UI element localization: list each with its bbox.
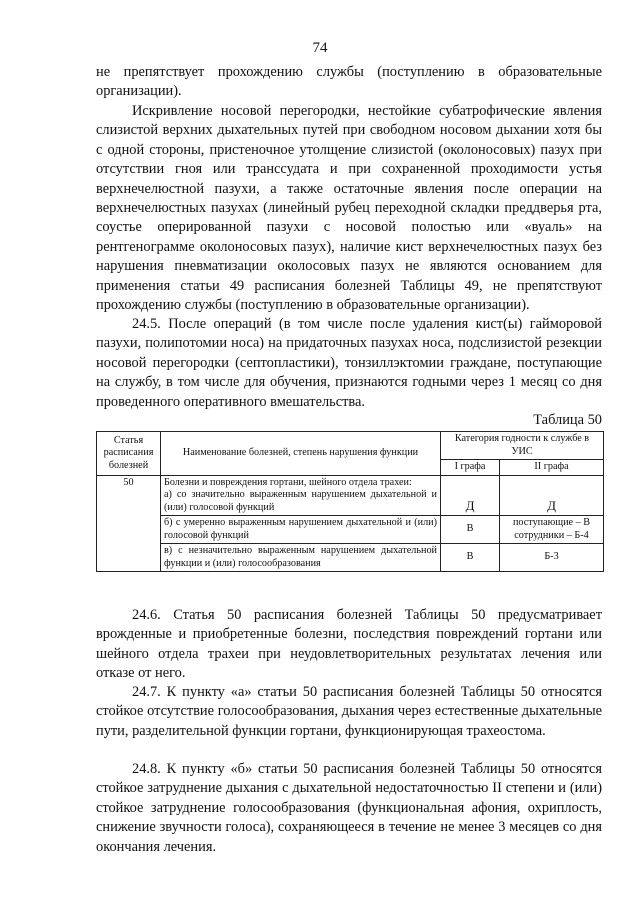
- row-c-description: в) с незначительно выраженным нарушением дыхательной функции и (или) голосообразования: [161, 544, 441, 572]
- table-caption: Таблица 50: [533, 412, 602, 428]
- table-intro: Болезни и повреждения гортани, шейного отдела трахеи:: [164, 476, 412, 488]
- header-column-2: II графа: [500, 460, 604, 476]
- header-name: Наименование болезней, степень нарушения функции: [161, 432, 441, 476]
- article-number: 50: [97, 475, 161, 572]
- row-a-description: а) со значительно выраженным нарушением дыхательной и (или) голосовой функций: [164, 489, 437, 513]
- row-c-col1: В: [441, 544, 500, 572]
- table-row: [97, 516, 604, 544]
- paragraph-24-7: 24.7. К пункту «а» статьи 50 расписания болезней Таблицы 50 относятся стойкое отсутствие голосообразования, дыхания через естественные дыхательные пути, разделительной функции гортани, функционирующая трахеостома.: [96, 684, 602, 739]
- paragraph-nasal-septum: Искривление носовой перегородки, нестойкие субатрофические явления слизистой верхних дыхательных путей при свободном носовом дыхании хотя бы с одной стороны, пристеночное утолщение слизистой (околоносовых) пазух при отсутствии гноя или транссудата и при сохраненной проходимости устья верхнечелюстной пазухи, а также остаточные явления после операции на верхнечелюстных пазухах (линейный рубец переходной складки преддверья рта, соустье оперированной пазухи с носовой полостью или «вуаль» на рентгенограмме околоносовых пазух), наличие кист верхнечелюстных пазух без нарушения пневматизации околосовых пазух не являются основанием для применения статьи 49 расписания болезней Таблицы 49, не препятствуют прохождению службы (поступлению в образовательные организации).: [96, 103, 602, 314]
- paragraph-continuation: не препятствует прохождению службы (поступлению в образовательные организации).: [96, 64, 602, 100]
- row-b-col1: В: [441, 516, 500, 544]
- row-a-col2: Д: [500, 475, 604, 516]
- row-b-col2: поступающие – В сотрудники – Б-4: [500, 516, 604, 544]
- header-article: Статья расписания болезней: [97, 432, 161, 476]
- table-row-description: [161, 475, 441, 516]
- table-50: [96, 431, 604, 572]
- paragraph-24-5: 24.5. После операций (в том числе после удаления кист(ы) гайморовой пазухи, полипотомии носа) на придаточных пазухах носа, подслизистой резекции носовой перегородки (септопластики), тонзиллэктомии граждане, поступающие на службу, в том числе для обучения, признаются годными через 1 месяц со дня проведенного оперативного вмешательства.: [96, 316, 602, 410]
- paragraph-24-8: 24.8. К пункту «б» статьи 50 расписания болезней Таблицы 50 относятся стойкое затруднение дыхания с дыхательной недостаточностью II степени и (или) стойкое затруднение голосообразования (функциональная афония, охриплость, снижение звучности голоса), сохраняющееся в течение не менее 3 месяцев со дня окончания лечения.: [96, 761, 602, 855]
- page-number: 74: [312, 40, 328, 56]
- row-a-col1: Д: [441, 475, 500, 516]
- table-header-row: [97, 432, 604, 460]
- row-c-col2: Б-3: [500, 544, 604, 572]
- paragraph-24-6: 24.6. Статья 50 расписания болезней Таблицы 50 предусматривает врожденные и приобретенные болезни, последствия повреждений гортани или шейного отдела трахеи при неудовлетворительных результатах лечения или отказе от него.: [96, 607, 602, 682]
- header-column-1: I графа: [441, 460, 500, 476]
- header-category: Категория годности к службе в УИС: [441, 432, 604, 460]
- row-b-description: б) с умеренно выраженным нарушением дыхательной и (или) голосовой функций: [161, 516, 441, 544]
- table-row: [97, 544, 604, 572]
- table-row: [97, 475, 604, 516]
